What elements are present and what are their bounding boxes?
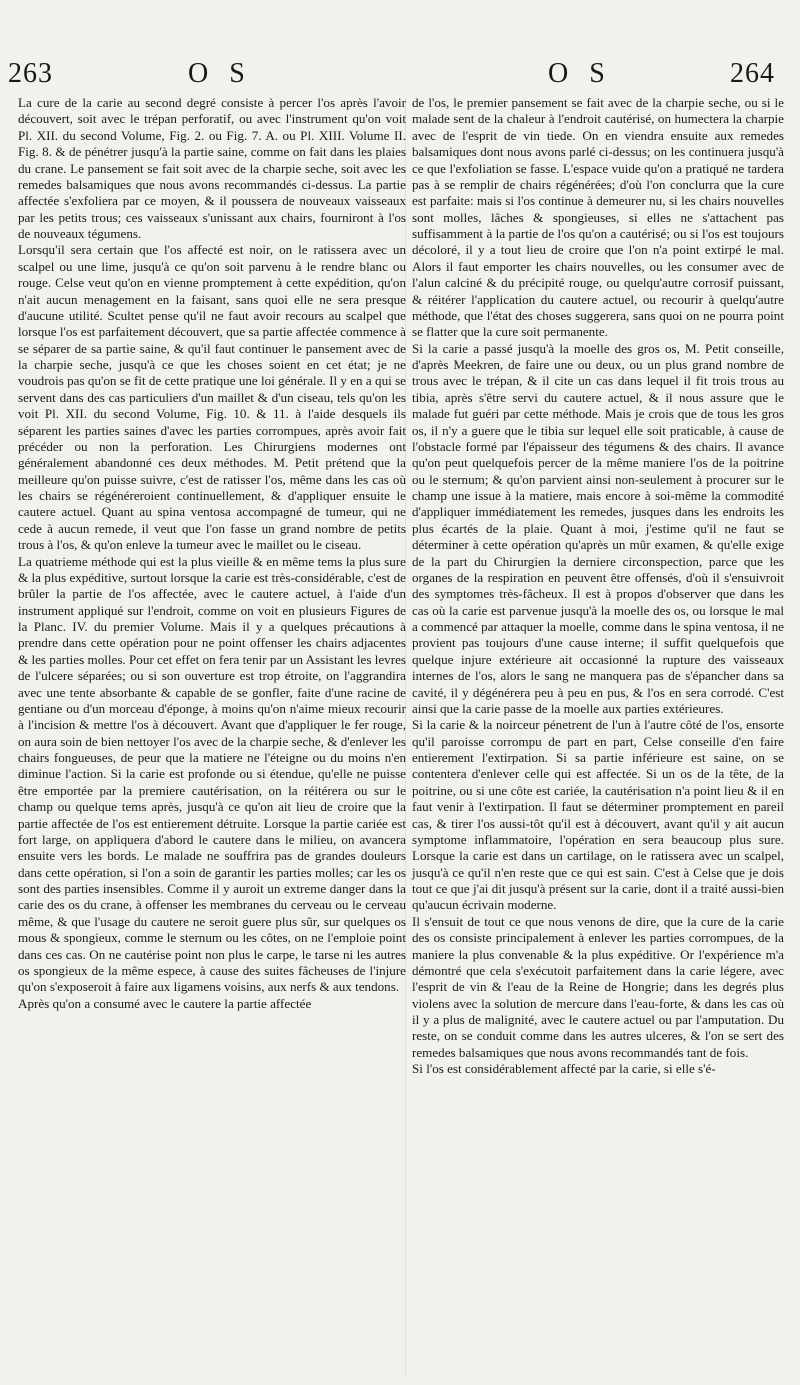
running-title-right: O S: [548, 58, 612, 89]
paragraph: Si la carie & la noirceur pénetrent de l'un à l'autre côté de l'os, ensorte qu'il paroisse corrompu de part en part, Celse conseille d'en faire entierement l'extirpation. Si sa partie inférieure est saine, on se contentera d'enlever celle qui est affectée. Si un os de la tête, de la poitrine, ou si une côte est cariée, la cautérisation n'a point lieu & il en faut venir à l'extirpation. Il faut se déterminer promptement en pareil cas, & tirer l'os aussi-tôt qu'il est à découvert, avant qu'il y ait aucun symptome inflammatoire, l'opération en sera beaucoup plus sure. Lorsque la carie est dans un cartilage, on le ratissera avec un scalpel, jusqu'à ce qu'il n'en reste que ce qui est sain. C'est à Celse que je dois tout ce que j'ai dit jusqu'à présent sur la carie, dont il a traité aussi-bien qu'aucun écrivain moderne.: [412, 717, 784, 913]
page-number-right: 264: [730, 58, 775, 89]
paragraph: La quatrieme méthode qui est la plus vieille & en même tems la plus sure & la plus expéditive, surtout lorsque la carie est très-considérable, c'est de brûler la partie de l'os affectée, avec le cautere actuel, à l'aide d'un instrument appliqué sur l'endroit, comme on voit en plusieurs Figures de la Planc. IV. du premier Volume. Mais il y a quelques précautions à prendre dans cette opération pour ne point offenser les chairs adjacentes & les parties molles. Pour cet effet on fera tenir par un Assistant les levres de l'ulcere séparées; ou si son ouverture est trop étroite, on l'aggrandira avec une tente absorbante & capable de se gonfler, faite d'une racine de gentiane ou d'un morceau d'éponge, à moins qu'on n'aime mieux recourir à l'incision & mettre l'os à découvert. Avant que d'appliquer le fer rouge, on aura soin de bien nettoyer l'os avec de la charpie seche, & d'enlever les chairs fongueuses, de peur que la matiere ne l'éteigne ou du moins n'en diminue l'action. Si la carie est profonde ou si étendue, qu'elle ne puisse être emportée par la premiere cautérisation, on la réitérera ou sur le champ ou quelque tems après, jusqu'à ce qu'on ait lieu de croire que la partie affectée de l'os est entierement détruite. Lorsque la partie cariée est fort large, on appliquera d'abord le cautere dans le milieu, on avancera ensuite vers les bords. Le malade ne souffrira pas de grandes douleurs dans cette opération, si l'on a soin de garantir les parties molles; car les os sont des parties insensibles. Comme il y auroit un extreme danger dans la carie des os du crane, à offenser les membranes du cerveau ou le cerveau même, & que l'usage du cautere ne seroit guere plus sûr, sur quelques os mous & spongieux, comme le sternum ou les côtes, on ne l'emploie point dans ces cas. On ne cautérise point non plus le carpe, le tarse ni les autres os spongieux de la même espece, à cause des suites fâcheuses de l'injure qu'on s'exposeroit à faire aux ligamens voisins, aux nerfs & aux tendons.: [18, 553, 406, 995]
page-header: [0, 58, 800, 98]
paragraph: Après qu'on a consumé avec le cautere la partie affectée: [18, 995, 312, 1011]
paragraph: Si la carie a passé jusqu'à la moelle des gros os, M. Petit conseille, d'après Meekren, de faire une ou deux, ou un plus grand nombre de trous avec le trépan, & il cite un cas dans lequel il fit trois trous au tibia, après s'être servi du cautere actuel, & il nous assure que le malade fut guéri par cette méthode. Mais je crois que de tous les gros os, il n'y a guere que le tibia sur lequel elle soit praticable, à cause de l'obstacle formé par l'épaisseur des tégumens & des chairs. Il avance qu'on peut quelquefois percer de la même maniere l'os de la poitrine ou le sternum; & qu'on parvient ainsi non-seulement à procurer sur le champ une issue à la matiere, mais encore à soi-même la commodité d'appliquer immédiatement les remedes, jusques dans les endroits les plus écartés de la plaie. Quant à moi, j'estime qu'il ne faut se déterminer à cette opération qu'après un mûr examen, & qu'elle exige de la part du Chirurgien la derniere circonspection, parce que les organes de la respiration en peuvent être offensés, d'où il s'ensuivroit des symptomes très-fâcheux. Il est à propos d'observer que dans les cas où la carie est parvenue jusqu'à la moelle des os, ou lorsque le mal a commencé par attaquer la moelle, comme dans le spina ventosa, il ne provient pas toujours d'une cause interne; il suffit quelquefois que quelque injure extérieure ait occasionné la rupture des vaisseaux internes de l'os, alors le sang ne manquera pas de s'épancher dans sa cavité, il y dégénérera peu à peu en pus, & l'os en sera corrodé. C'est ainsi que la carie passe de la moelle aux parties extérieures.: [412, 340, 784, 716]
paragraph: La cure de la carie au second degré consiste à percer l'os après l'avoir découvert, soit avec le trépan perforatif, ou avec l'instrument qu'on voit Pl. XII. du second Volume, Fig. 2. ou Fig. 7. A. ou Pl. XIII. Volume II. Fig. 8. & de pénétrer jusqu'à la partie saine, comme on fait dans les plaies du crane. Le pansement se fait soit avec de la charpie seche, soit avec les remedes balsamiques que nous avons recommandés ci-dessus. La partie affectée s'exfoliera par ce moyen, & il poussera de nouveaux vaisseaux par les petits trous; ces vaisseaux s'unissant aux chairs, fourniront à l'os de nouveaux tégumens.: [18, 95, 406, 241]
paragraph: de l'os, le premier pansement se fait avec de la charpie seche, ou si le malade sent de la chaleur à l'endroit cautérisé, on humectera la charpie avec de l'esprit de vin tiede. On en viendra ensuite aux remedes balsamiques dont nous avons parlé ci-dessus; on les continuera jusqu'à ce que l'exfoliation se fasse. L'espace vuide qu'on a pratiqué ne tardera pas à se remplir de chairs régénérées; d'où l'on conclurra que la cure est parfaite: mais si l'os continue à demeurer nu, si les chairs nouvelles sont molles, lâches & spongieuses, si elles ne s'attachent pas suffisamment à la partie de l'os qu'on a cautérisé; ou si l'os est toujours décoloré, il y a tout lieu de croire que l'on n'a point extirpé le mal. Alors il faut emporter les chairs nouvelles, ou les consumer avec de l'alun calciné & du précipité rouge, ou quelqu'autre corrosif puissant, & réitérer l'application du cautere actuel, ou recourir à quelqu'autre méthode, que l'état des choses suggerera, sans quoi on ne pourra point se flatter que la cure soit permanente.: [412, 95, 784, 340]
running-title-left: O S: [188, 58, 252, 89]
paragraph: Il s'ensuit de tout ce que nous venons de dire, que la cure de la carie des os consiste principalement à enlever les parties corrompues, de la maniere la plus convenable & la plus expéditive. Or l'expérience m'a démontré que cela s'exécutoit parfaitement dans la carie légere, avec l'esprit de vin & l'eau de la Reine de Hongrie; dans les degrés plus violens avec la solution de mercure dans l'eau-forte, & dans les cas où il y a plus de malignité, avec le cautere actuel ou par l'amputation. Du reste, on se conduit comme dans les autres ulceres, & l'on se sert des remedes balsamiques que nous avons recommandés tant de fois.: [412, 913, 784, 1060]
paragraph: Lorsqu'il sera certain que l'os affecté est noir, on le ratissera avec un scalpel ou une lime, jusqu'à ce qu'on soit parvenu à le rendre blanc ou rouge. Celse veut qu'on en vienne promptement à cette expédition, qu'on n'ait aucun menagement en la faisant, sans quoi elle ne sera presque d'aucune utilité. Scultet pense qu'il ne faut avoir recours au scalpel que lorsque l'os est parfaitement découvert, que sa partie affectée commence à se séparer de sa partie saine, & qu'il faut continuer le pansement avec de la charpie seche, jusqu'à ce que les choses soient en cet état; je ne voudrois pas qu'on se fit de cette pratique une loi générale. Il y en a qui se servent dans des cas particuliers d'un maillet & d'un ciseau, tels qu'on les voit Pl. XII. du second Volume, Fig. 10. & 11. à l'aide desquels ils séparent les parties saines d'avec les parties corrompues, après avoir fait précéder ou non la perforation. Les Chirurgiens modernes ont généralement abandonné ces deux méthodes. M. Petit prétend que la meilleure qu'on puisse suivre, c'est de ratisser l'os, même dans les cas où les chairs se régénéreroient continuellement, & d'appliquer ensuite le cautere actuel. Quant au spina ventosa accompagné de tumeur, qui ne cede à aucun remede, il veut que l'on fasse un grand nombre de petits trous à l'os, & qu'on enleve la tumeur avec le maillet ou le ciseau.: [18, 242, 406, 553]
paragraph: Si l'os est considérablement affecté par la carie, si elle s'é-: [412, 1061, 716, 1077]
page-number-left: 263: [8, 58, 53, 89]
right-column: [412, 95, 784, 1078]
left-column: [18, 95, 406, 1012]
